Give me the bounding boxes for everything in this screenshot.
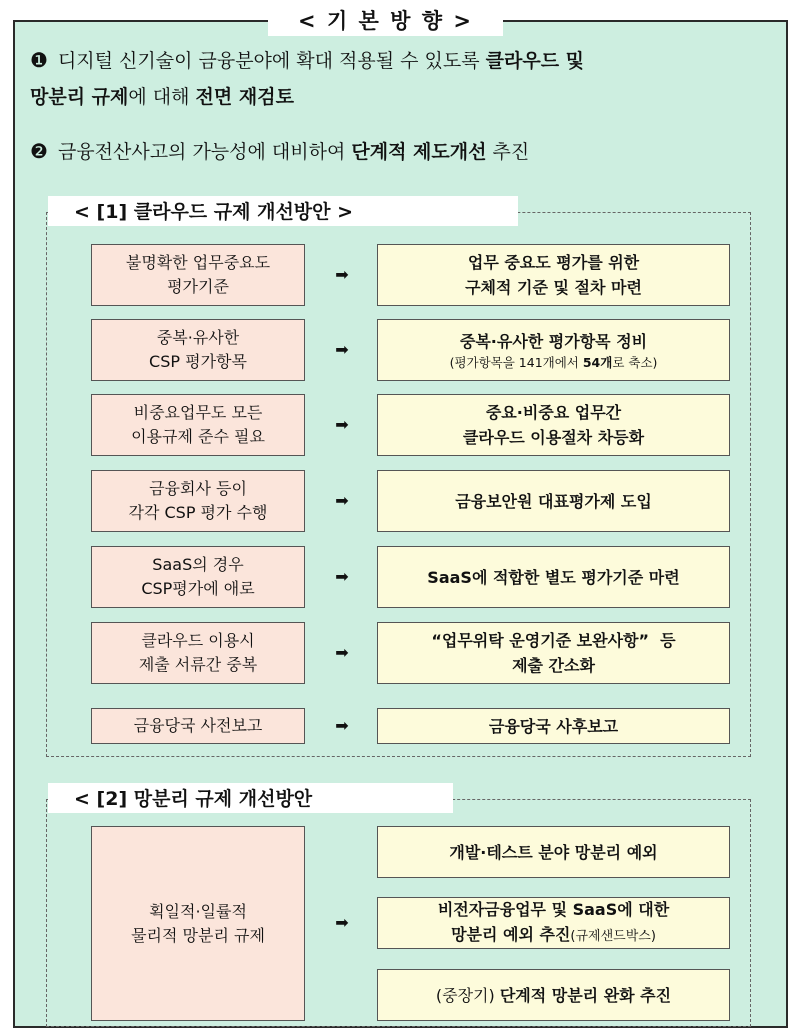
network-problem: 획일적·일률적 물리적 망분리 규제 (91, 826, 305, 1021)
cloud-solution-6: “업무위탁 운영기준 보완사항” 등 제출 간소화 (377, 622, 730, 684)
cloud-problem-3: 비중요업무도 모든 이용규제 준수 필요 (91, 394, 305, 456)
bullet-2-bold: 단계적 제도개선 (351, 141, 487, 163)
network-solution-2: 비전자금융업무 및 SaaS에 대한 망분리 예외 추진(규제샌드박스) (377, 897, 730, 949)
bullet-1-mid: 에 대해 (128, 86, 196, 108)
cloud-solution-3: 중요·비중요 업무간 클라우드 이용절차 차등화 (377, 394, 730, 456)
bullet-1-bold-c: 전면 재검토 (195, 86, 294, 108)
arrow-right-icon: ➡ (335, 340, 349, 359)
cloud-solution-2-note: (평가항목을 141개에서 54개로 축소) (449, 354, 658, 370)
cloud-solution-5: SaaS에 적합한 별도 평가기준 마련 (377, 546, 730, 608)
network-solution-1: 개발·테스트 분야 망분리 예외 (377, 826, 730, 878)
cloud-solution-7: 금융당국 사후보고 (377, 708, 730, 744)
arrow-right-icon: ➡ (335, 265, 349, 284)
page-title: < 기 본 방 향 > (268, 6, 503, 36)
bullet-number-2: ❷ (30, 139, 48, 163)
arrow-right-icon: ➡ (335, 567, 349, 586)
bullet-1-bold-a: 클라우드 및 (485, 50, 585, 72)
bullet-2-post: 추진 (486, 141, 530, 163)
cloud-problem-1: 불명확한 업무중요도 평가기준 (91, 244, 305, 306)
bullet-1 (30, 42, 770, 115)
cloud-problem-6: 클라우드 이용시 제출 서류간 중복 (91, 622, 305, 684)
cloud-problem-2: 중복·유사한 CSP 평가항목 (91, 319, 305, 381)
bullet-1-text: 디지털 신기술이 금융분야에 확대 적용될 수 있도록 (57, 50, 486, 72)
cloud-solution-4: 금융보안원 대표평가제 도입 (377, 470, 730, 532)
cloud-problem-4: 금융회사 등이 각각 CSP 평가 수행 (91, 470, 305, 532)
arrow-right-icon: ➡ (335, 913, 349, 932)
arrow-right-icon: ➡ (335, 643, 349, 662)
cloud-section-title: < [1] 클라우드 규제 개선방안 > (48, 196, 518, 226)
cloud-solution-1: 업무 중요도 평가를 위한 구체적 기준 및 절차 마련 (377, 244, 730, 306)
bullet-2 (30, 133, 770, 170)
cloud-problem-5: SaaS의 경우 CSP평가에 애로 (91, 546, 305, 608)
cloud-problem-7: 금융당국 사전보고 (91, 708, 305, 744)
network-section-title: < [2] 망분리 규제 개선방안 (48, 783, 453, 813)
bullet-number-1: ❶ (30, 48, 48, 72)
bullet-2-text: 금융전산사고의 가능성에 대비하여 (57, 141, 352, 163)
arrow-right-icon: ➡ (335, 415, 349, 434)
arrow-right-icon: ➡ (335, 491, 349, 510)
cloud-solution-2: 중복·유사한 평가항목 정비 (평가항목을 141개에서 54개로 축소) (377, 319, 730, 381)
bullet-1-bold-b: 망분리 규제 (30, 86, 129, 108)
network-solution-3: (중장기) 단계적 망분리 완화 추진 (377, 969, 730, 1021)
arrow-right-icon: ➡ (335, 716, 349, 735)
